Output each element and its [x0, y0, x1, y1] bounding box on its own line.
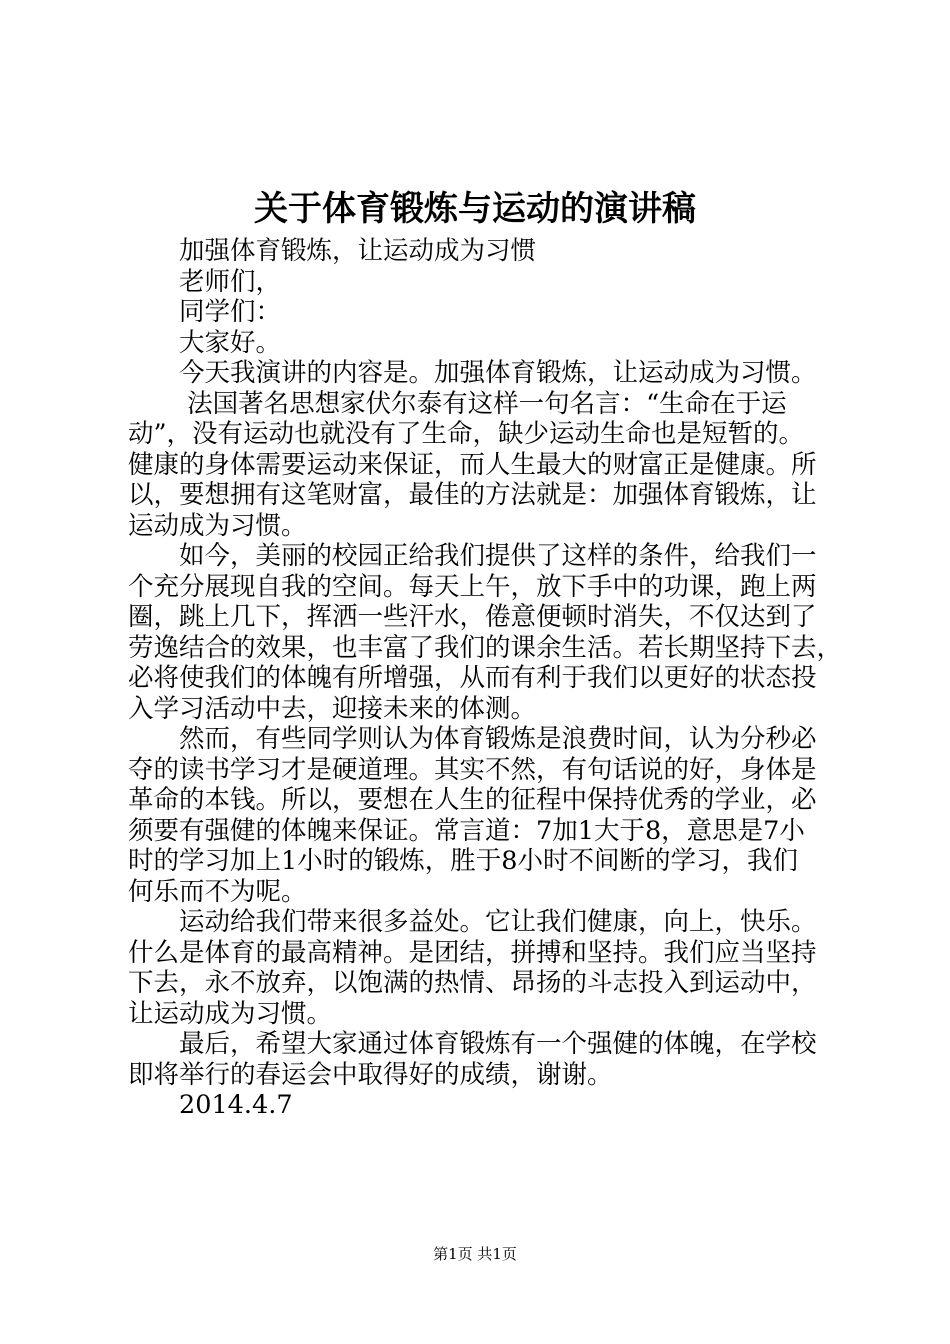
text-line: 劳逸结合的效果，也丰富了我们的课余生活。若长期坚持下去，: [128, 632, 843, 663]
text-line: 入学习活动中去，迎接未来的体测。: [128, 693, 537, 724]
text-line: 革命的本钱。所以，要想在人生的征程中保持优秀的学业，必: [128, 785, 817, 815]
text-line: 时的学习加上1小时的锻炼，胜于8小时不间断的学习，我们: [128, 846, 798, 876]
text-line: 老师们，: [179, 266, 282, 297]
page-footer: 第1页 共1页: [433, 1245, 517, 1263]
text-line: 让运动成为习惯。: [128, 998, 333, 1029]
text-line: 动”，没有运动也就没有了生命，缺少运动生命也是短暂的。: [128, 419, 805, 449]
text-line: 同学们：: [179, 297, 282, 327]
text-line: 须要有强健的体魄来保证。常言道：7加1大于8，意思是7小: [128, 815, 805, 846]
text-line: 法国著名思想家伏尔泰有这样一句名言：“生命在于运: [179, 388, 787, 419]
text-line: 何乐而不为呢。: [128, 876, 307, 907]
text-line: 最后，希望大家通过体育锻炼有一个强健的体魄，在学校: [179, 1029, 817, 1059]
text-line: 然而，有些同学则认为体育锻炼是浪费时间，认为分秒必: [179, 724, 817, 754]
text-line: 大家好。: [179, 327, 282, 358]
text-line: 加强体育锻炼，让运动成为习惯: [179, 236, 537, 266]
text-line: 夺的读书学习才是硬道理。其实不然，有句话说的好，身体是: [128, 754, 817, 785]
text-line: 什么是体育的最高精神。是团结，拼搏和坚持。我们应当坚持: [128, 937, 817, 968]
text-line: 健康的身体需要运动来保证，而人生最大的财富正是健康。所: [128, 449, 817, 480]
text-line: 今天我演讲的内容是。加强体育锻炼，让运动成为习惯。: [179, 358, 817, 388]
text-line: 个充分展现自我的空间。每天上午，放下手中的功课，跑上两: [128, 571, 817, 602]
document-body: [128, 236, 843, 1121]
text-line: 运动给我们带来很多益处。它让我们健康，向上，快乐。: [179, 907, 817, 937]
text-line: 圈，跳上几下，挥洒一些汗水，倦意便顿时消失，不仅达到了: [128, 602, 817, 632]
text-line: 必将使我们的体魄有所增强，从而有利于我们以更好的状态投: [128, 663, 817, 693]
text-line: 即将举行的春运会中取得好的成绩，谢谢。: [128, 1059, 613, 1090]
text-line: 如今，美丽的校园正给我们提供了这样的条件，给我们一: [179, 541, 817, 571]
text-line: 下去，永不放弃，以饱满的热情、昂扬的斗志投入到运动中，: [128, 968, 817, 998]
text-line: 运动成为习惯。: [128, 510, 307, 541]
date-line: 2014.4.7: [179, 1090, 293, 1120]
text-line: 以，要想拥有这笔财富，最佳的方法就是：加强体育锻炼，让: [128, 480, 817, 510]
document-title: 关于体育锻炼与运动的演讲稿: [254, 189, 696, 229]
